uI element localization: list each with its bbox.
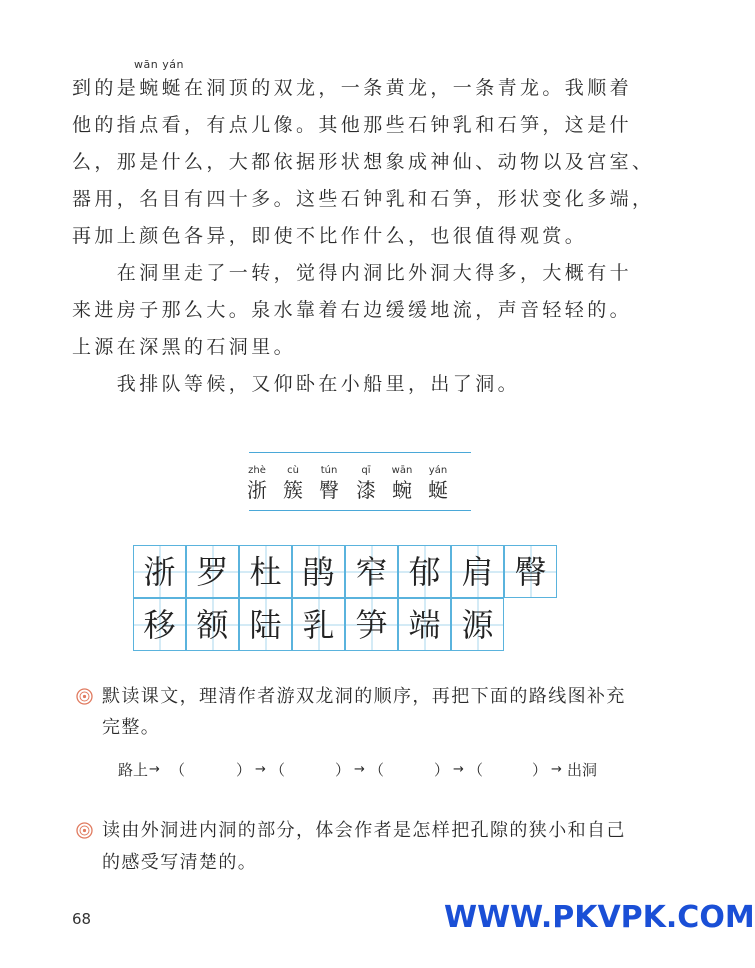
exercise-1-text-cont: 完整。	[102, 717, 161, 738]
grid-cell	[451, 545, 504, 598]
vocab-pinyin: zhè	[248, 465, 266, 476]
vocab-item	[347, 465, 385, 502]
route-arrow-icon: →	[354, 762, 365, 777]
vocab-item	[310, 465, 348, 502]
route-blank-close: ）	[434, 761, 450, 779]
vocab-item	[383, 465, 421, 502]
grid-char: 源	[461, 606, 494, 644]
route-arrow-icon: →	[149, 762, 160, 777]
route-end: 出洞	[567, 761, 598, 779]
grid-cell	[292, 598, 345, 651]
text-line: 他的指点看，有点儿像。其他那些石钟乳和石笋，这是什	[72, 114, 633, 136]
vocab-item	[238, 465, 276, 502]
text-line: 我排队等候，又仰卧在小船里，出了洞。	[72, 373, 521, 395]
grid-char: 乳	[302, 606, 335, 644]
route-blank-close: ）	[236, 761, 252, 779]
vocab-pinyin: yán	[428, 465, 448, 476]
grid-char: 浙	[143, 553, 176, 591]
vocab-char: 簇	[283, 478, 303, 502]
grid-cell	[239, 545, 292, 598]
grid-char: 窄	[355, 553, 388, 591]
vocab-pinyin: qī	[361, 465, 371, 476]
grid-cell	[133, 598, 186, 651]
grid-char: 臀	[514, 553, 547, 591]
text-line: 在洞里走了一转，觉得内洞比外洞大得多，大概有十	[72, 262, 633, 284]
grid-cell	[398, 598, 451, 651]
grid-char: 鹃	[302, 553, 335, 591]
vocab-char: 臀	[319, 478, 339, 502]
grid-cell	[133, 545, 186, 598]
grid-cell	[345, 598, 398, 651]
text-line: 上源在深黑的石洞里。	[72, 336, 297, 358]
grid-cell	[186, 545, 239, 598]
text-line: 么，那是什么，大都依据形状想象成神仙、动物以及宫室、	[72, 151, 655, 173]
vocab-char: 浙	[247, 478, 267, 502]
pinyin-annotation: wān yán	[134, 58, 184, 71]
exercise-bullet-icon	[76, 688, 93, 705]
route-blank-close: ）	[532, 761, 548, 779]
grid-cell	[398, 545, 451, 598]
exercise-2-text: 读由外洞进内洞的部分，体会作者是怎样把孔隙的狭小和自己	[102, 820, 626, 841]
grid-char: 郁	[408, 553, 441, 591]
route-arrow-icon: →	[453, 762, 464, 777]
vocab-bottom-rule	[249, 510, 471, 511]
exercise-bullet-icon	[76, 822, 93, 839]
vocab-item	[419, 465, 457, 502]
grid-char: 杜	[249, 553, 282, 591]
grid-cell	[186, 598, 239, 651]
route-start: 路上	[118, 761, 149, 779]
route-arrow-icon: →	[551, 762, 562, 777]
exercise-1-text: 默读课文，理清作者游双龙洞的顺序，再把下面的路线图补充	[102, 686, 626, 707]
vocab-pinyin: cù	[287, 465, 299, 476]
route-blank-open: （	[170, 761, 186, 779]
grid-char: 罗	[196, 553, 229, 591]
route-blank-open: （	[270, 761, 286, 779]
grid-cell	[292, 545, 345, 598]
watermark: WWW.PKVPK.COM	[444, 900, 755, 935]
page-number: 68	[72, 910, 92, 928]
grid-char: 端	[408, 606, 441, 644]
text-line: 再加上颜色各异，即使不比作什么，也很值得观赏。	[72, 225, 588, 247]
grid-char: 陆	[249, 606, 282, 644]
grid-char: 笋	[355, 606, 388, 644]
vocab-pinyin: wān	[391, 465, 413, 476]
grid-char: 移	[143, 606, 176, 644]
route-blank-open: （	[468, 761, 484, 779]
text-line: 到的是蜿蜒在洞顶的双龙，一条黄龙，一条青龙。我顺着	[72, 77, 633, 99]
vocab-item	[274, 465, 312, 502]
vocab-top-rule	[249, 452, 471, 453]
grid-cell	[239, 598, 292, 651]
text-line: 来进房子那么大。泉水靠着右边缓缓地流，声音轻轻的。	[72, 299, 633, 321]
vocab-char: 漆	[356, 478, 376, 502]
grid-cell	[504, 545, 557, 598]
vocab-pinyin: tún	[320, 465, 338, 476]
vocab-char: 蜿	[392, 478, 412, 502]
exercise-2-text-cont: 的感受写清楚的。	[102, 852, 258, 873]
text-line: 器用，名目有四十多。这些石钟乳和石笋，形状变化多端，	[72, 188, 655, 210]
vocab-char: 蜒	[428, 478, 448, 502]
grid-char: 肩	[461, 553, 494, 591]
route-blank-open: （	[369, 761, 385, 779]
grid-cell	[451, 598, 504, 651]
grid-char: 额	[196, 606, 229, 644]
grid-cell	[345, 545, 398, 598]
route-arrow-icon: →	[255, 762, 266, 777]
route-blank-close: ）	[335, 761, 351, 779]
